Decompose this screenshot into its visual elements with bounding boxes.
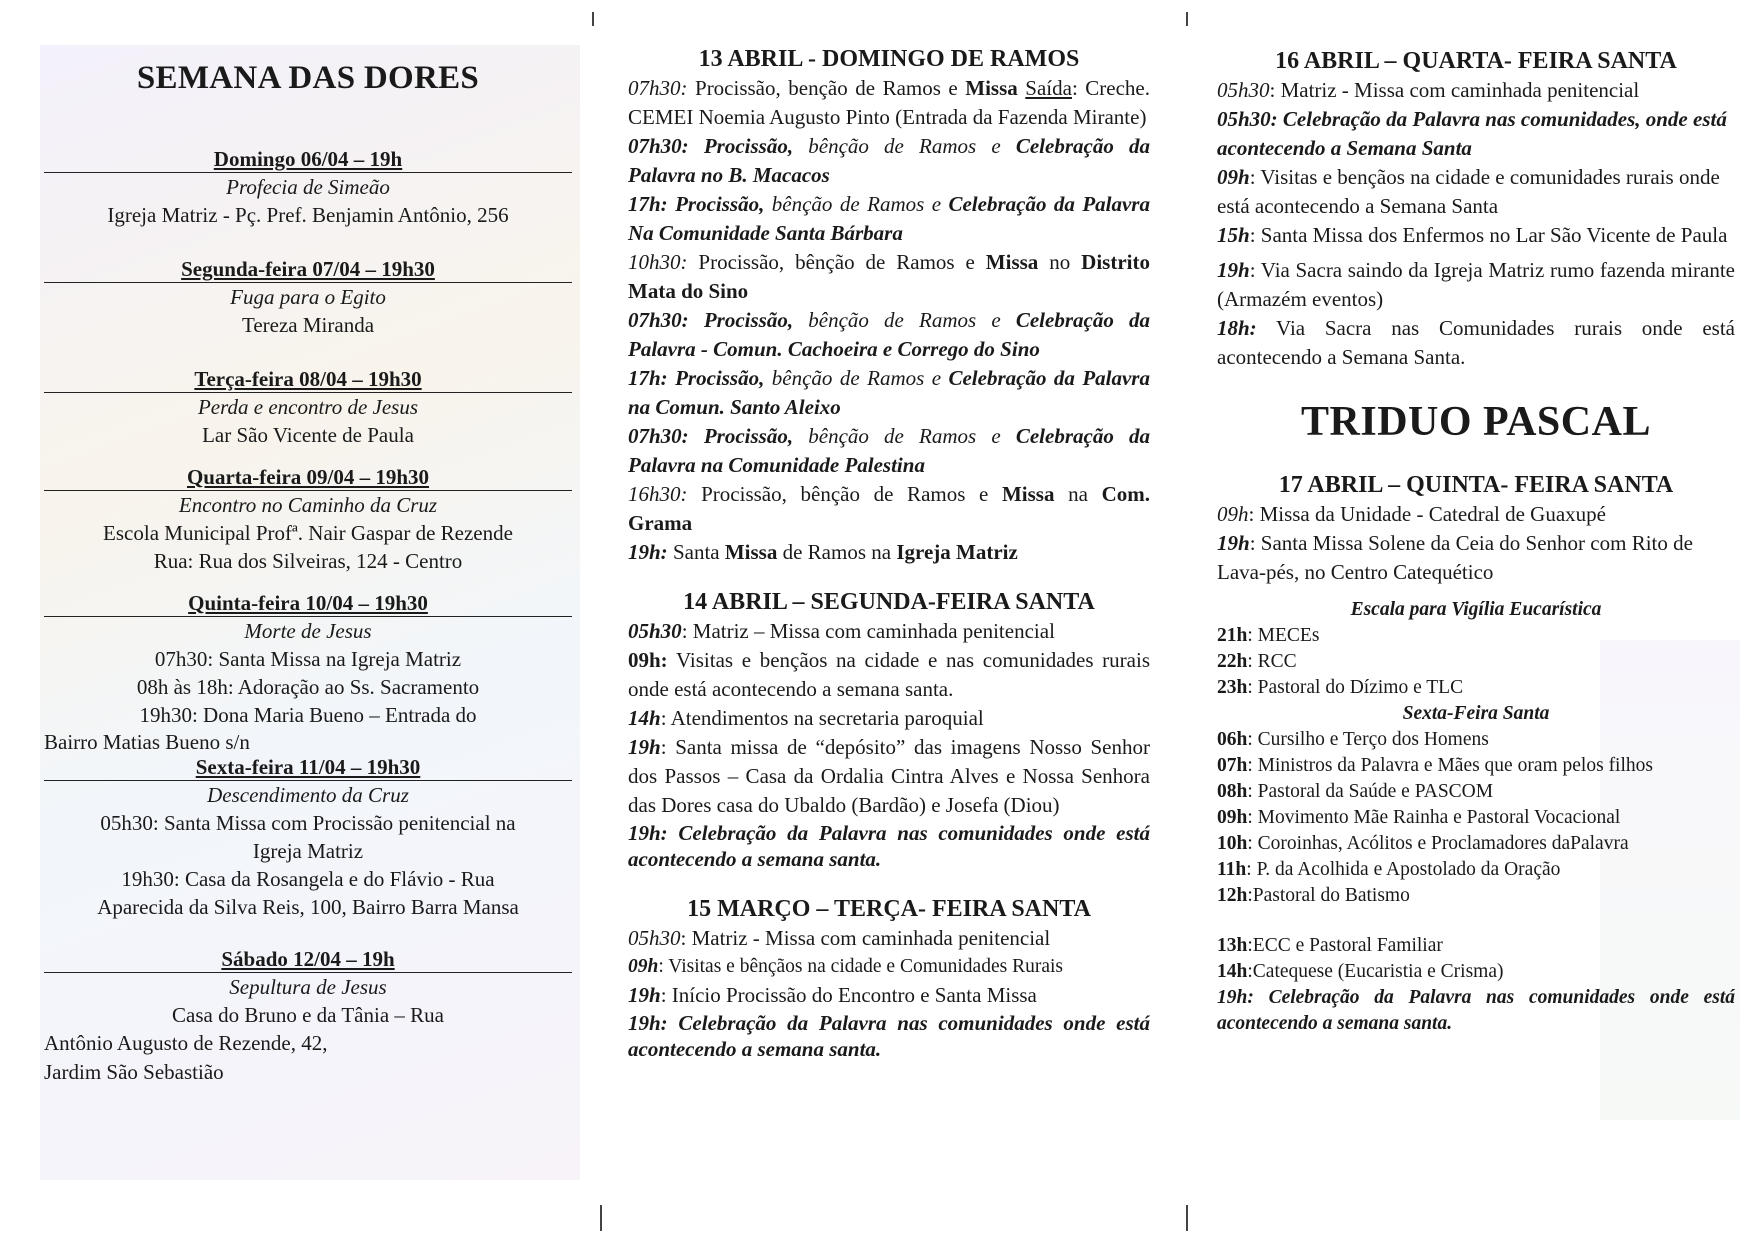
vigil-heading: Escala para Vigília Eucarística bbox=[1350, 599, 1602, 620]
day-line: Escola Municipal Profª. Nair Gaspar de Rezende bbox=[103, 521, 513, 545]
day-line: Rua: Rua dos Silveiras, 124 - Centro bbox=[153, 549, 463, 573]
schedule-entry bbox=[628, 733, 1150, 820]
day-theme: Perda e encontro de Jesus bbox=[197, 395, 419, 419]
vigil-time: 21h bbox=[1217, 625, 1248, 646]
entry-time: 05h30 bbox=[1217, 78, 1270, 102]
vigil-list bbox=[1217, 727, 1735, 909]
schedule-entry bbox=[1217, 529, 1735, 587]
day-block bbox=[44, 367, 572, 449]
entry-text: Procissão, bênção de Ramos e bbox=[687, 482, 1002, 506]
day-heading: Sexta-feira 11/04 – 19h30 bbox=[195, 755, 421, 779]
entry-bold: Celebração da Palavra Na Comunidade Santa Bárbara bbox=[628, 192, 1150, 245]
vigil-group: :Catequese (Eucaristia e Crisma) bbox=[1247, 961, 1504, 982]
day-heading: Quinta-feira 10/04 – 19h30 bbox=[188, 591, 428, 615]
schedule-entry bbox=[628, 953, 1150, 981]
section-heading: 14 ABRIL – SEGUNDA-FEIRA SANTA bbox=[683, 589, 1095, 615]
entry-text: : Matriz - Missa com caminhada penitencial bbox=[680, 926, 1051, 950]
entry-time: 07h30: Procissão, bbox=[628, 308, 794, 332]
entry-underlined: Saída bbox=[1025, 76, 1072, 100]
schedule-entry bbox=[628, 704, 1150, 733]
entry-text: bênção de Ramos e bbox=[793, 424, 1016, 448]
entry-time: 07h30: Procissão, bbox=[628, 134, 794, 158]
sexta-feira-heading: Sexta-Feira Santa bbox=[1402, 703, 1550, 724]
entry-time: 17h: Procissão, bbox=[628, 366, 765, 390]
vigil-group: : MECEs bbox=[1247, 625, 1320, 646]
entry-text: Santa bbox=[667, 540, 725, 564]
day-theme: Profecia de Simeão bbox=[226, 175, 390, 199]
day-block bbox=[44, 257, 572, 339]
day-theme: Encontro no Caminho da Cruz bbox=[178, 493, 438, 517]
entry-text: : Início Procissão do Encontro e Santa Missa bbox=[660, 983, 1037, 1007]
entry-bold: Missa bbox=[985, 250, 1039, 274]
entry-text: de Ramos na bbox=[777, 540, 897, 564]
vigil-item bbox=[1217, 727, 1735, 753]
schedule-entry bbox=[628, 132, 1150, 190]
day-line: 05h30: Santa Missa com Procissão penitencial na bbox=[100, 811, 516, 835]
entry-time: 17h: Procissão, bbox=[628, 192, 765, 216]
entry-time: 09h bbox=[1217, 165, 1250, 189]
column-semana-das-dores bbox=[44, 0, 572, 1087]
vigil-group: : Ministros da Palavra e Mães que oram pelos filhos bbox=[1247, 755, 1653, 776]
entry-text: : Santa missa de “depósito” das imagens Nosso Senhor dos Passos – Casa da Ordalia Cintra Alves e Nossa Senhora das Dores casa do Ubaldo (Bardão) e Josefa (Diou) bbox=[628, 735, 1150, 817]
day-block bbox=[44, 465, 572, 575]
section-heading: 13 ABRIL - DOMINGO DE RAMOS bbox=[698, 46, 1080, 72]
day-heading: Terça-feira 08/04 – 19h30 bbox=[194, 367, 422, 391]
entry-time: 19h bbox=[1217, 258, 1250, 282]
schedule-entry bbox=[628, 538, 1150, 567]
schedule-entry bbox=[628, 306, 1150, 364]
entry-text: Procissão, bênção de Ramos e bbox=[687, 250, 986, 274]
day-block bbox=[44, 147, 572, 229]
entry-bold: Celebração da Palavra no B. Macacos bbox=[628, 134, 1150, 187]
schedule-entry bbox=[628, 190, 1150, 248]
entry-bold: Celebração da Palavra na Comun. Santo Aleixo bbox=[628, 366, 1150, 419]
entry-text: : Visitas e bênçãos na cidade e Comunidades Rurais bbox=[658, 956, 1063, 977]
fold-mark bbox=[600, 1205, 602, 1231]
day-line: Jardim São Sebastião bbox=[44, 1060, 224, 1084]
entry-text: : Matriz - Missa com caminhada penitencial bbox=[1269, 78, 1640, 102]
entry-bold: Missa bbox=[965, 76, 1018, 100]
day-theme: Sepultura de Jesus bbox=[229, 975, 387, 999]
vigil-group: :Pastoral do Batismo bbox=[1247, 885, 1410, 906]
day-line: 08h às 18h: Adoração ao Ss. Sacramento bbox=[136, 675, 480, 699]
schedule-entry bbox=[628, 617, 1150, 646]
vigil-time: 12h bbox=[1217, 885, 1248, 906]
schedule-entry bbox=[628, 981, 1150, 1010]
day-heading: Sábado 12/04 – 19h bbox=[221, 947, 395, 971]
column-quarta-triduo bbox=[1217, 0, 1735, 1037]
vigil-group: : P. da Acolhida e Apostolado da Oração bbox=[1246, 859, 1561, 880]
day-line: Tereza Miranda bbox=[241, 313, 375, 337]
entry-time: 10h30: bbox=[628, 250, 688, 274]
day-theme: Fuga para o Egito bbox=[230, 285, 386, 309]
vigil-time: 23h bbox=[1217, 677, 1248, 698]
day-line: Igreja Matriz - Pç. Pref. Benjamin Antônio, 256 bbox=[107, 203, 509, 227]
fold-mark bbox=[592, 12, 594, 26]
day-line: Lar São Vicente de Paula bbox=[202, 423, 414, 447]
schedule-entry bbox=[628, 422, 1150, 480]
vigil-time: 11h bbox=[1217, 859, 1247, 880]
entry-time: 09h bbox=[628, 956, 659, 977]
entry-bold: Celebração da Palavra na Comunidade Palestina bbox=[628, 424, 1150, 477]
section-heading: 15 MARÇO – TERÇA- FEIRA SANTA bbox=[687, 896, 1091, 922]
schedule-entry: 19h: Celebração da Palavra nas comunidades onde está acontecendo a semana santa. bbox=[628, 821, 1150, 871]
vigil-group: : Coroinhas, Acólitos e Proclamadores daPalavra bbox=[1247, 833, 1629, 854]
day-block bbox=[44, 755, 572, 921]
schedule-entry: 05h30: Celebração da Palavra nas comunidades, onde está acontecendo a Semana Santa bbox=[1217, 107, 1727, 160]
schedule-entry bbox=[628, 924, 1150, 953]
vigil-time: 09h bbox=[1217, 807, 1248, 828]
section-heading: 16 ABRIL – QUARTA- FEIRA SANTA bbox=[1275, 48, 1677, 74]
entry-text: bênção de Ramos e bbox=[793, 134, 1016, 158]
schedule-entry bbox=[1217, 314, 1735, 372]
vigil-item bbox=[1217, 959, 1735, 985]
day-line: 19h30: Dona Maria Bueno – Entrada do bbox=[139, 703, 477, 727]
entry-bold: Celebração da Palavra - Comun. Cachoeira e Corrego do Sino bbox=[628, 308, 1150, 361]
vigil-group: : Pastoral da Saúde e PASCOM bbox=[1247, 781, 1494, 802]
entry-time: 07h30: bbox=[628, 76, 688, 100]
schedule-entry bbox=[1217, 221, 1735, 250]
schedule-entry bbox=[628, 74, 1150, 132]
day-line: Casa do Bruno e da Tânia – Rua bbox=[172, 1003, 444, 1027]
schedule-entry bbox=[1217, 500, 1735, 529]
vigil-item bbox=[1217, 857, 1735, 883]
entry-bold: Missa bbox=[724, 540, 778, 564]
vigil-time: 14h bbox=[1217, 961, 1248, 982]
vigil-list bbox=[1217, 933, 1735, 985]
fold-mark bbox=[1186, 1205, 1188, 1231]
entry-text: bênção de Ramos e bbox=[764, 366, 949, 390]
schedule-entry bbox=[1217, 256, 1735, 314]
vigil-group: : Movimento Mãe Rainha e Pastoral Vocacional bbox=[1247, 807, 1621, 828]
section-heading: 17 ABRIL – QUINTA- FEIRA SANTA bbox=[1278, 472, 1674, 498]
entry-time: 16h30: bbox=[628, 482, 688, 506]
vigil-group: : Pastoral do Dízimo e TLC bbox=[1247, 677, 1464, 698]
section-title: SEMANA DAS DORES bbox=[136, 60, 480, 96]
entry-time: 18h: bbox=[1217, 316, 1257, 340]
column-domingo-ramos bbox=[628, 0, 1150, 1062]
vigil-item bbox=[1217, 883, 1735, 909]
vigil-time: 08h bbox=[1217, 781, 1248, 802]
schedule-entry bbox=[1217, 163, 1735, 221]
schedule-entry bbox=[1217, 76, 1735, 105]
day-line: Igreja Matriz bbox=[252, 839, 364, 863]
day-heading: Segunda-feira 07/04 – 19h30 bbox=[181, 257, 435, 281]
day-line: 19h30: Casa da Rosangela e do Flávio - Rua bbox=[121, 867, 495, 891]
schedule-entry bbox=[628, 248, 1150, 306]
schedule-entry bbox=[628, 480, 1150, 538]
day-heading: Quarta-feira 09/04 – 19h30 bbox=[186, 465, 430, 489]
vigil-time: 10h bbox=[1217, 833, 1248, 854]
entry-time: 15h bbox=[1217, 223, 1250, 247]
vigil-item bbox=[1217, 933, 1735, 959]
day-line: Bairro Matias Bueno s/n bbox=[44, 730, 250, 754]
entry-text: no bbox=[1038, 250, 1082, 274]
entry-text: bênção de Ramos e bbox=[793, 308, 1016, 332]
schedule-entry: 19h: Celebração da Palavra nas comunidades onde está acontecendo a semana santa. bbox=[1217, 987, 1735, 1034]
vigil-time: 06h bbox=[1217, 729, 1248, 750]
vigil-list bbox=[1217, 623, 1735, 701]
entry-text: : Creche. CEMEI Noemia Augusto Pinto (Entrada da Fazenda Mirante) bbox=[628, 76, 1150, 129]
entry-text: Via Sacra nas Comunidades rurais onde está acontecendo a Semana Santa. bbox=[1217, 316, 1735, 369]
entry-time: 09h bbox=[1217, 502, 1249, 526]
day-line: 07h30: Santa Missa na Igreja Matriz bbox=[154, 647, 462, 671]
vigil-group: :ECC e Pastoral Familiar bbox=[1247, 935, 1443, 956]
entry-bold: Missa bbox=[1001, 482, 1055, 506]
day-line: Aparecida da Silva Reis, 100, Bairro Barra Mansa bbox=[97, 895, 519, 919]
entry-text: : Santa Missa Solene da Ceia do Senhor com Rito de Lava-pés, no Centro Catequético bbox=[1217, 531, 1693, 584]
entry-time: 19h bbox=[1217, 531, 1250, 555]
entry-time: 19h: bbox=[628, 540, 668, 564]
vigil-item bbox=[1217, 675, 1735, 701]
entry-time: 19h bbox=[628, 983, 661, 1007]
entry-time: 05h30 bbox=[628, 619, 682, 643]
entry-text: : Visitas e bençãos na cidade e comunidades rurais onde está acontecendo a Semana Santa bbox=[1217, 165, 1720, 218]
vigil-group: : Cursilho e Terço dos Homens bbox=[1247, 729, 1489, 750]
vigil-item bbox=[1217, 779, 1735, 805]
vigil-item bbox=[1217, 649, 1735, 675]
entry-text: : Santa Missa dos Enfermos no Lar São Vicente de Paula bbox=[1249, 223, 1728, 247]
entry-text: : Missa da Unidade - Catedral de Guaxupé bbox=[1248, 502, 1606, 526]
vigil-time: 22h bbox=[1217, 651, 1248, 672]
entry-time: 09h: bbox=[628, 648, 668, 672]
entry-time: 19h bbox=[628, 735, 661, 759]
vigil-item bbox=[1217, 831, 1735, 857]
day-heading: Domingo 06/04 – 19h bbox=[213, 147, 403, 171]
triduo-title: TRIDUO PASCAL bbox=[1301, 399, 1651, 445]
schedule-entry bbox=[628, 364, 1150, 422]
entry-bold: Com. Grama bbox=[628, 482, 1150, 535]
entry-text: : Atendimentos na secretaria paroquial bbox=[660, 706, 984, 730]
vigil-time: 07h bbox=[1217, 755, 1248, 776]
entry-text: bênção de Ramos e bbox=[764, 192, 949, 216]
entry-text: Visitas e bençãos na cidade e nas comunidades rurais onde está acontecendo a semana santa. bbox=[628, 648, 1150, 701]
day-block bbox=[44, 591, 572, 755]
schedule-entry: 19h: Celebração da Palavra nas comunidades onde está acontecendo a semana santa. bbox=[628, 1011, 1150, 1061]
vigil-time: 13h bbox=[1217, 935, 1248, 956]
schedule-entry bbox=[628, 646, 1150, 704]
entry-text: : Matriz – Missa com caminhada penitencial bbox=[681, 619, 1055, 643]
day-theme: Morte de Jesus bbox=[244, 619, 372, 643]
entry-bold: Igreja Matriz bbox=[896, 540, 1018, 564]
day-line: Antônio Augusto de Rezende, 42, bbox=[44, 1031, 328, 1055]
entry-bold: Distrito Mata do Sino bbox=[628, 250, 1150, 303]
vigil-item bbox=[1217, 805, 1735, 831]
entry-text: na bbox=[1054, 482, 1102, 506]
vigil-item bbox=[1217, 623, 1735, 649]
entry-time: 14h bbox=[628, 706, 661, 730]
entry-time: 07h30: Procissão, bbox=[628, 424, 794, 448]
entry-text: Procissão, benção de Ramos e bbox=[687, 76, 966, 100]
fold-mark bbox=[1186, 12, 1188, 26]
vigil-group: : RCC bbox=[1247, 651, 1297, 672]
day-theme: Descendimento da Cruz bbox=[207, 783, 409, 807]
entry-time: 05h30 bbox=[628, 926, 681, 950]
entry-text: : Via Sacra saindo da Igreja Matriz rumo fazenda mirante (Armazém eventos) bbox=[1217, 258, 1735, 311]
vigil-item bbox=[1217, 753, 1735, 779]
day-block bbox=[44, 947, 572, 1087]
